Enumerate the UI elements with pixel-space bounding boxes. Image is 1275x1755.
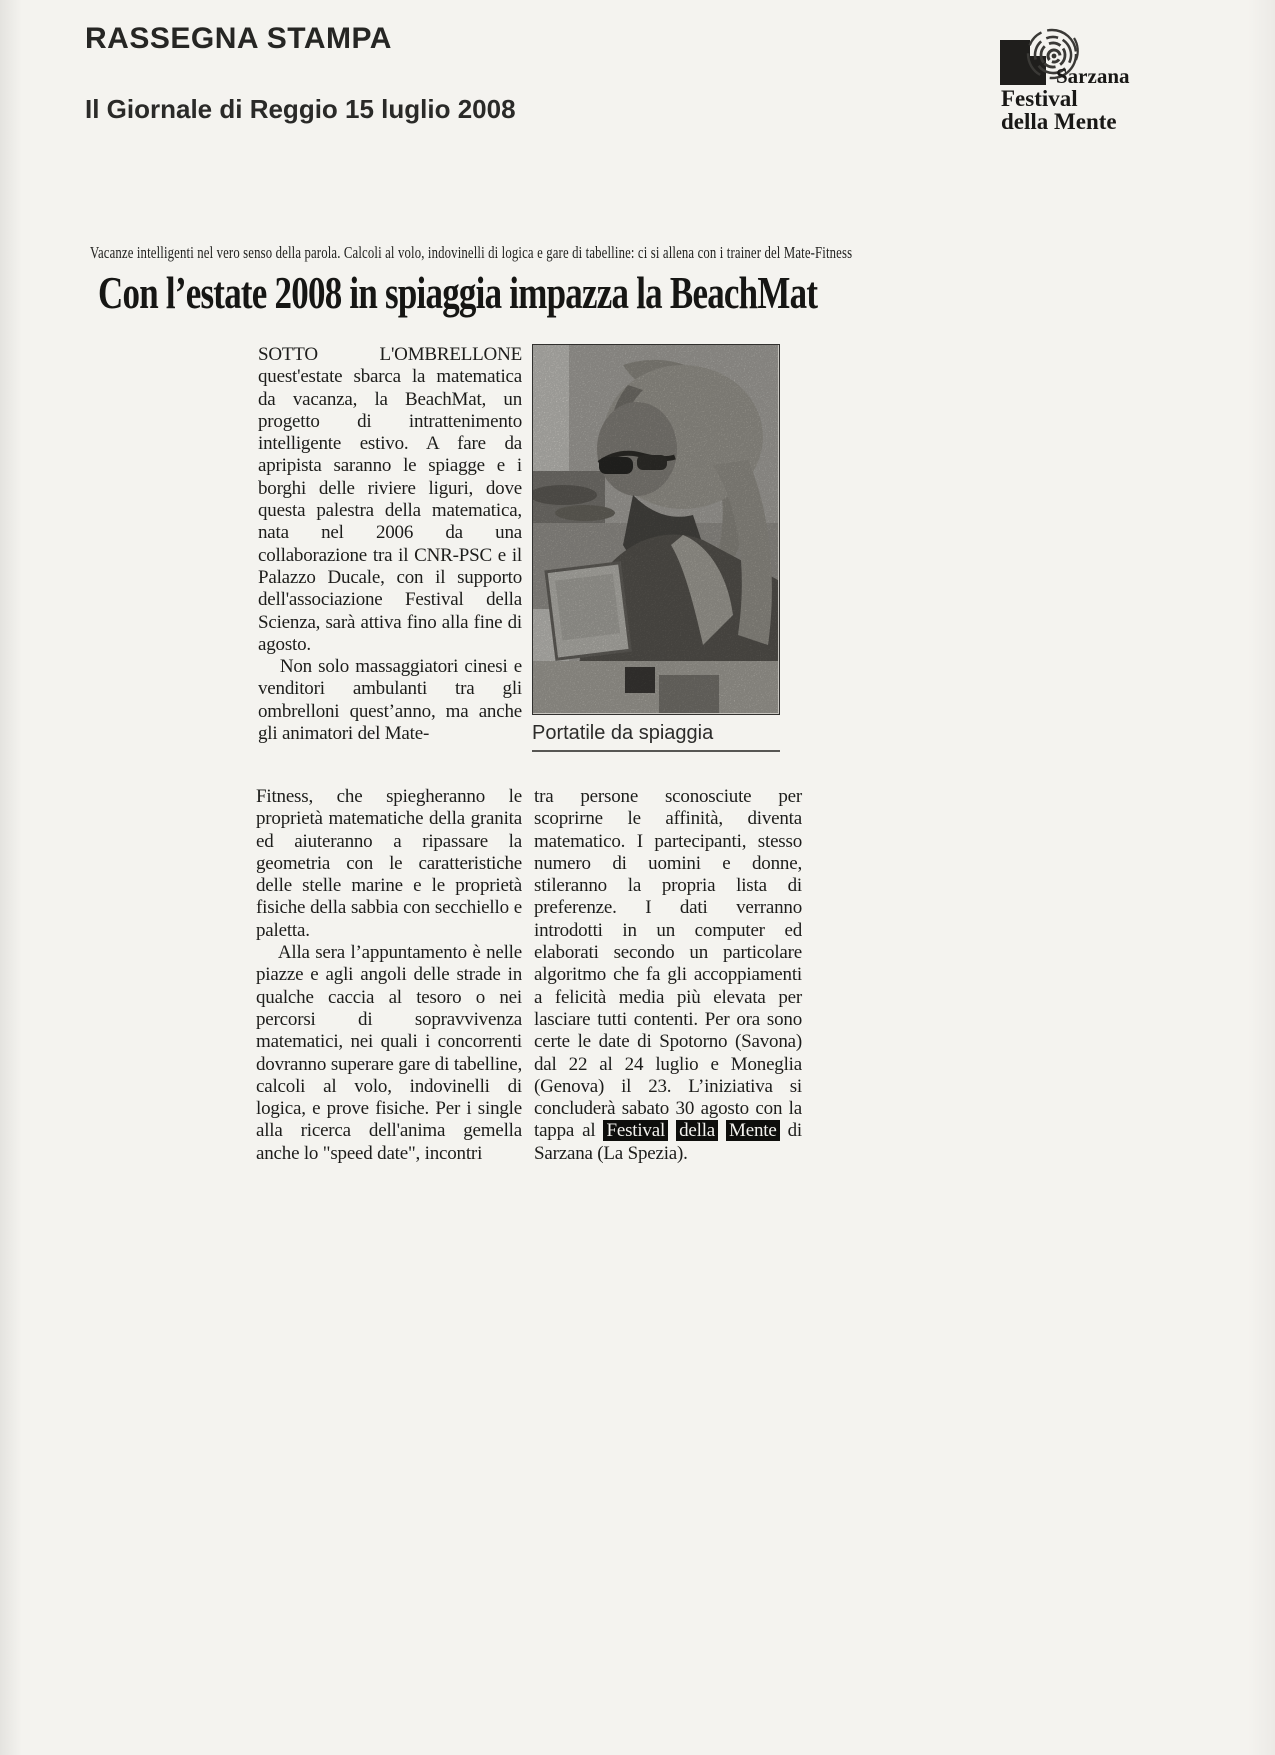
text-segment — [668, 1120, 676, 1141]
paragraph — [534, 786, 802, 1165]
article-column-lower-left — [256, 786, 522, 1165]
text-segment: Non solo massaggiatori cinesi e venditori ambulanti tra gli ombrelloni quest’anno, ma anche gli animatori del Mate- — [258, 656, 522, 745]
page-title: RASSEGNA STAMPA — [85, 22, 392, 55]
highlighted-text: Mente — [726, 1120, 780, 1141]
highlighted-text: Festival — [603, 1120, 668, 1141]
headline-text: Con l’estate 2008 in spiaggia impazza la BeachMat — [98, 267, 818, 318]
paragraph — [256, 942, 522, 1165]
beach-laptop-photo-image — [533, 345, 778, 713]
article-column-lower-right — [534, 786, 802, 1165]
logo-word-della-mente: della Mente — [1001, 109, 1117, 134]
highlighted-text: della — [676, 1120, 718, 1141]
text-segment: Alla sera l’appuntamento è nelle piazze e agli angoli delle strade in qualche caccia al tesoro o nei percorsi di sopravvivenza matematici, nei quali i concorrenti dovranno superare gare di tabelline, calcoli al volo, indovinelli di logica, e prove fisiche. Per i single alla ricerca dell'anima gemella anche lo "speed date", incontri — [256, 942, 522, 1164]
text-segment: Fitness, che spiegheranno le proprietà matematiche della granita ed aiuteranno a ripassare la geometria con le caratteristiche delle stelle marine e le proprietà fisiche della sabbia con secchiello e paletta. — [256, 786, 522, 941]
article-headline — [98, 266, 1044, 319]
logo-city: Sarzana — [1056, 64, 1130, 88]
article-photo — [532, 344, 780, 715]
article-column-upper-left — [258, 344, 522, 745]
photo-caption: Portatile da spiaggia — [532, 722, 780, 752]
paragraph — [258, 656, 522, 745]
article-figure — [532, 344, 780, 752]
paragraph — [258, 344, 522, 656]
text-segment: di Sarzana (La Spezia). — [534, 1120, 802, 1164]
text-segment: tra persone sconosciute per scoprirne le affinità, diventa matematico. I partecipanti, stesso numero di uomini e donne, stileranno la propria lista di preferenze. I dati verranno introdotti in un computer ed elaborati secondo un particolare algoritmo che fa gli accoppiamenti a felicità media più elevata per lasciare tutti contenti. Per ora sono certe le date di Spotorno (Savona) dal 22 al 24 luglio e Moneglia (Genova) il 23. L’iniziativa si concluderà sabato 30 agosto con la tappa al — [534, 786, 802, 1142]
article-kicker — [90, 243, 1106, 263]
kicker-text: Vacanze intelligenti nel vero senso della parola. Calcoli al volo, indovinelli di logica e gare di tabelline: ci si allena con i trainer del Mate-Fitness — [90, 243, 853, 262]
text-segment — [718, 1120, 726, 1141]
festival-della-mente-logo — [1000, 26, 1185, 141]
paragraph — [256, 786, 522, 942]
source-line: Il Giornale di Reggio 15 luglio 2008 — [85, 94, 516, 124]
logo-word-festival: Festival — [1001, 86, 1078, 111]
text-segment: SOTTO L'OMBRELLONE quest'estate sbarca la matematica da vacanza, la BeachMat, un progetto di intrattenimento intelligente estivo. A fare da apripista saranno le spiagge e i borghi delle riviere liguri, dove questa palestra della matematica, nata nel 2006 da una collaborazione tra il CNR-PSC e il Palazzo Ducale, con il supporto dell'associazione Festival della Scienza, sarà attiva fino alla fine di agosto. — [258, 344, 522, 655]
